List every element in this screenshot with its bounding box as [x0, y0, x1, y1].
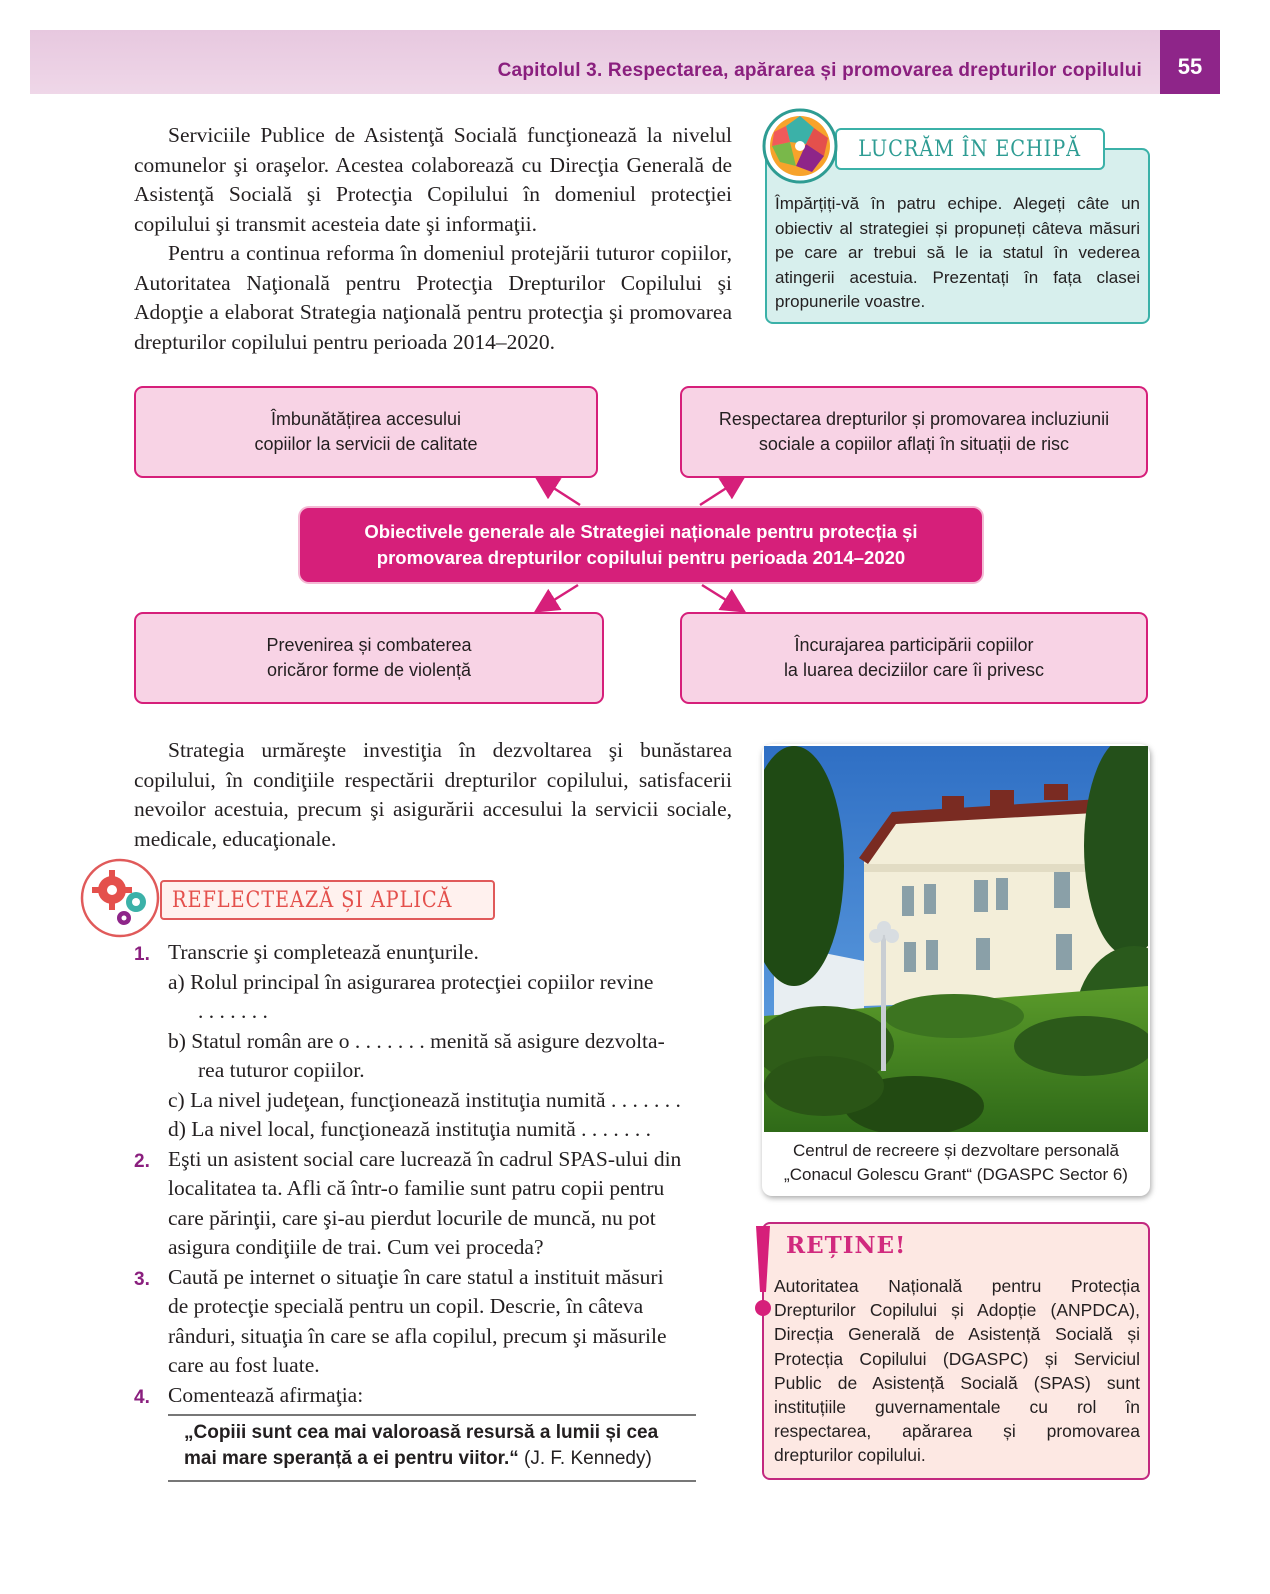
objective-inclusion-line1: Respectarea drepturilor și promovarea incluziunii — [718, 409, 1110, 429]
arrow-bottom-right — [702, 585, 742, 610]
exercise-2-line3: care părinţii, care şi-au pierdut locurile de muncă, nu pot — [168, 1205, 656, 1230]
manor-photo — [764, 746, 1148, 1132]
objective-access-box — [134, 386, 598, 478]
photo-caption-line1: Centrul de recreere și dezvoltare personală — [792, 1141, 1119, 1160]
objective-violence-box — [134, 612, 604, 704]
chapter-title: Capitolul 3. Respectarea, apărarea și promovarea drepturilor copilului — [497, 60, 1142, 81]
exercise-1b-line1: b) Statul român are o . . . . . . . menită să asigure dezvolta- — [168, 1028, 665, 1053]
exercise-2-line1: Eşti un asistent social care lucrează în cadrul SPAS-ului din — [168, 1146, 682, 1171]
reflect-title: REFLECTEAZĂ ȘI APLICĂ — [172, 887, 453, 913]
page-number: 55 — [1160, 30, 1220, 94]
arrow-bottom-left — [538, 585, 578, 610]
objective-violence-line1: Prevenirea și combaterea — [266, 635, 472, 655]
exercise-4-number: 4. — [134, 1386, 150, 1408]
exercises — [134, 938, 734, 1410]
remember-text: Autoritatea Națională pentru Protecția Drepturilor Copilului și Adopție (ANPDCA), Direcția Generală de Asistență Socială și Protecția Copilului (DGASPC) și Serviciul Public de Asistență Socială (SPAS) sunt instituțiile guvernamentale cu rol în respectarea, apărarea și promovarea drepturilor copilului. — [774, 1276, 1140, 1466]
photo-caption — [768, 1139, 1144, 1187]
exercise-3-line4: care au fost luate. — [168, 1353, 320, 1377]
exercise-2-line2: localitatea ta. Afli că într-o familie sunt patru copii pentru — [168, 1176, 665, 1200]
photo-caption-line2: „Conacul Golescu Grant“ (DGASPC Sector 6) — [784, 1165, 1128, 1184]
objective-participation-box — [680, 612, 1148, 704]
team-work-title: LUCRĂM ÎN ECHIPĂ — [858, 136, 1082, 162]
exercise-3-line2: de protecţie specială pentru un copil. Descrie, în câteva — [168, 1294, 644, 1318]
quote-line1: „Copiii sunt cea mai valoroasă resursă a lumii și cea — [184, 1422, 659, 1443]
arrow-top-right — [700, 478, 742, 505]
objective-access-line2: copiilor la servicii de calitate — [254, 434, 478, 454]
exercise-2-line4: asigura condiţiile de trai. Cum vei proceda? — [168, 1235, 544, 1259]
exercise-1d: d) La nivel local, funcţionează instituţia numită . . . . . . . — [168, 1117, 652, 1141]
quote — [184, 1420, 694, 1472]
exercise-4-text: Comentează afirmaţia: — [168, 1382, 364, 1407]
quote-line2: mai mare speranță a ei pentru viitor.“ — [184, 1448, 519, 1469]
objectives-center-box — [300, 508, 982, 582]
gears-icon — [80, 858, 166, 944]
exercise-1a-line2: . . . . . . . — [198, 999, 268, 1023]
exercise-3-number: 3. — [134, 1268, 150, 1290]
objective-access-line1: Îmbunătățirea accesului — [270, 409, 462, 429]
exercise-2-number: 2. — [134, 1150, 150, 1172]
intro-paragraph-1: Serviciile Publice de Asistenţă Socială funcţionează la nivelul comunelor şi oraşelor. Acestea colaborează cu Direcţia Generală de Asistenţă Socială şi Protecţia Copilului în domeniul protecţiei copilului şi transmit acesteia date şi informaţii. — [134, 123, 732, 236]
strategy-paragraph: Strategia urmăreşte investiţia în dezvoltarea şi bunăstarea copilului, în condiţiile respectării drepturilor copilului, satisfacerii nevoilor acestuia, precum şi asigurării accesului la servicii sociale, medicale, educaţionale. — [134, 738, 732, 851]
exercise-1b-line2: rea tuturor copiilor. — [198, 1058, 365, 1082]
exercise-1c: c) La nivel judeţean, funcţionează instituţia numită . . . . . . . — [168, 1087, 681, 1112]
quote-author: (J. F. Kennedy) — [518, 1448, 652, 1469]
intro-paragraph-2: Pentru a continua reforma în domeniul protejării tuturor copiilor, Autoritatea Naţională pentru Protecţia Drepturilor Copilului şi Adopţie a elaborat Strategia naţională pentru protecţia şi promovarea drepturilor copilului pentru perioada 2014–2020. — [134, 241, 732, 354]
exercise-1a-line1: a) Rolul principal în asigurarea protecţiei copiilor revine — [168, 969, 654, 994]
objectives-center-line2: promovarea drepturilor copilului pentru perioada 2014–2020 — [376, 547, 906, 568]
objective-participation-line1: Încurajarea participării copiilor — [794, 635, 1034, 655]
remember-title: REȚINE! — [786, 1232, 907, 1259]
arrow-top-left — [538, 478, 580, 505]
exercise-3-line3: rânduri, situaţia în care se afla copilul, precum şi măsurile — [168, 1323, 667, 1348]
team-work-text: Împărțiți-vă în patru echipe. Alegeți câte un obiectiv al strategiei și propuneți câteva măsuri pe care ar trebui să le ia statul în vederea atingerii acestuia. Prezentați în fața clasei propunerile voastre. — [775, 194, 1140, 311]
objectives-center-line1: Obiectivele generale ale Strategiei naționale pentru protecția și — [364, 521, 918, 542]
exercise-1-number: 1. — [134, 944, 150, 965]
objective-participation-line2: la luarea deciziilor care îi privesc — [783, 660, 1045, 680]
exercise-3-line1: Caută pe internet o situaţie în care statul a instituit măsuri — [168, 1264, 664, 1289]
quote-bottom-rule — [168, 1480, 696, 1482]
objective-inclusion-box — [680, 386, 1148, 478]
objective-inclusion-line2: sociale a copiilor aflați în situații de risc — [758, 434, 1070, 454]
objective-violence-line2: oricăror forme de violență — [266, 660, 472, 680]
reflect-title-box — [160, 880, 495, 920]
strategy-text — [134, 736, 732, 854]
exercise-1-text: Transcrie şi completează enunţurile. — [168, 940, 479, 964]
quote-top-rule — [168, 1414, 696, 1416]
